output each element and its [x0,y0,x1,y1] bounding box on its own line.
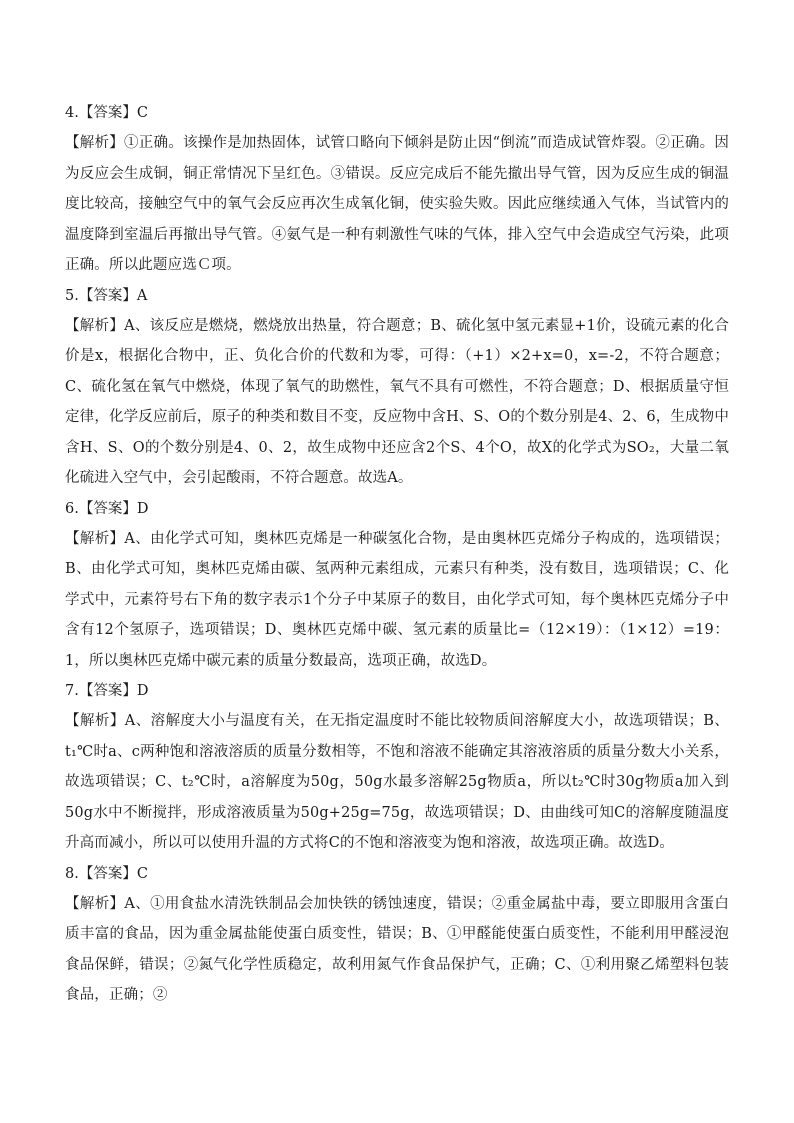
answer-label: 8.【答案】C [65,865,148,882]
analysis-text: 【解析】A、该反应是燃烧，燃烧放出热量，符合题意；B、硫化氢中氢元素显+1价，设硫元素的化合价是x，根据化合物中，正、负化合价的代数和为零，可得：（+1）×2+x=0，x=-2，不符合题意；C、硫化氢在氧气中燃烧，体现了氧气的助燃性，氧气不具有可燃性，不符合题意；D、根据质量守恒定律，化学反应前后，原子的种类和数目不变，反应物中含H、S、O的个数分别是4、2、6，生成物中含H、S、O的个数分别是4、0、2，故生成物中还应含2个S、4个O，故X的化学式为SO₂，大量二氧化硫进入空气中，会引起酸雨，不符合题意。故选A。 [65,317,729,486]
question-7 [65,676,729,859]
answer-label: 6.【答案】D [65,500,149,517]
question-5 [65,281,729,494]
answer-document [65,98,729,1011]
answer-label: 4.【答案】C [65,105,148,121]
analysis-text: 【解析】A、由化学式可知，奥林匹克烯是一种碳氢化合物，是由奥林匹克烯分子构成的，选项错误；B、由化学式可知，奥林匹克烯由碳、氢两种元素组成，元素只有种类，没有数目，选项错误；C、化学式中，元素符号右下角的数字表示1个分子中某原子的数目，由化学式可知，每个奥林匹克烯分子中含有12个氢原子，选项错误；D、奥林匹克烯中碳、氢元素的质量比=（12×19）：（1×12）=19：1，所以奥林匹克烯中碳元素的质量分数最高，选项正确，故选D。 [65,530,729,669]
analysis-text: 【解析】A、①用食盐水清洗铁制品会加快铁的锈蚀速度，错误；②重金属盐中毒，要立即服用含蛋白质丰富的食品，因为重金属盐能使蛋白质变性，错误；B、①甲醛能使蛋白质变性，不能利用甲醛浸泡食品保鲜，错误；②氮气化学性质稳定，故利用氮气作食品保护气，正确；C、①利用聚乙烯塑料包装食品，正确；② [65,895,729,1003]
question-8 [65,859,729,1011]
analysis-text: 【解析】A、溶解度大小与温度有关，在无指定温度时不能比较物质间溶解度大小，故选项错误；B、t₁℃时a、c两种饱和溶液溶质的质量分数相等，不饱和溶液不能确定其溶液溶质的质量分数大小关系，故选项错误；C、t₂℃时，a溶解度为50g，50g水最多溶解25g物质a，所以t₂℃时30g物质a加入到50g水中不断搅拌，形成溶液质量为50g+25g=75g，故选项错误；D、由曲线可知C的溶解度随温度升高而减小，所以可以使用升温的方式将C的不饱和溶液变为饱和溶液，故选项正确。故选D。 [65,713,729,851]
question-4 [65,98,729,281]
question-6 [65,494,729,677]
analysis-text: 【解析】①正确。该操作是加热固体，试管口略向下倾斜是防止因“倒流”而造成试管炸裂。②正确。因为反应会生成铜，铜正常情况下呈红色。③错误。反应完成后不能先撤出导气管，因为反应生成的铜温度比较高，接触空气中的氧气会反应再次生成氧化铜，使实验失败。因此应继续通入气体，当试管内的温度降到室温后再撤出导气管。④氨气是一种有刺激性气味的气体，排入空气中会造成空气污染，此项正确。所以此题应选Ｃ项。 [65,135,729,273]
answer-label: 5.【答案】A [65,287,148,304]
answer-label: 7.【答案】D [65,683,149,699]
